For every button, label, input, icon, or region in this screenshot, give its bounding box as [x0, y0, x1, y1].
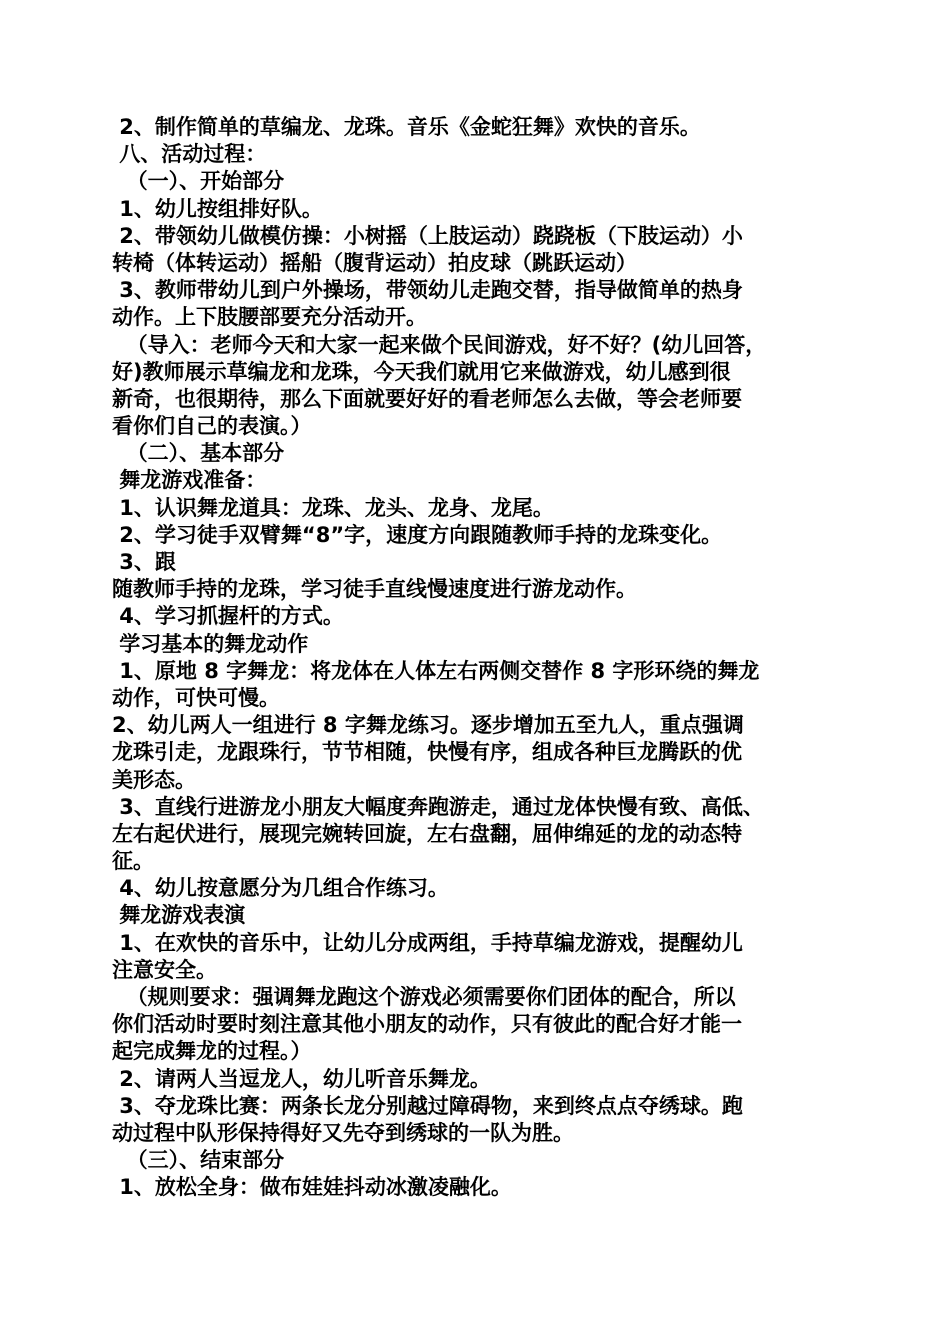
text-line: 4、学习抓握杆的方式。: [112, 604, 344, 629]
text-line: 随教师手持的龙珠，学习徒手直线慢速度进行游龙动作。: [112, 577, 637, 602]
text-line: 3、跟: [112, 550, 176, 574]
text-line: 3、直线行进游龙小朋友大幅度奔跑游走，通过龙体快慢有致、高低、: [112, 794, 764, 819]
text-line: 4、幼儿按意愿分为几组合作练习。: [112, 876, 449, 901]
text-line: 舞龙游戏表演: [112, 903, 246, 928]
text-line: 3、夺龙珠比赛：两条长龙分别越过障碍物，来到终点点夺绣球。跑: [112, 1093, 743, 1118]
text-line: 动作。上下肢腰部要充分活动开。: [112, 305, 427, 330]
text-line: 1、在欢快的音乐中，让幼儿分成两组，手持草编龙游戏，提醒幼儿: [112, 930, 743, 955]
section-heading: 八、活动过程：: [112, 142, 267, 167]
text-line: 你们活动时要时刻注意其他小朋友的动作，只有彼此的配合好才能一: [112, 1012, 742, 1037]
text-line: 左右起伏进行，展现完婉转回旋，左右盘翻，屈伸绵延的龙的动态特: [112, 821, 742, 846]
subsection-heading: （一）、开始部分: [112, 169, 285, 194]
text-line: 看你们自己的表演。）: [112, 414, 312, 439]
text-line: 3、教师带幼儿到户外操场，带领幼儿走跑交替，指导做简单的热身: [112, 278, 743, 303]
text-line: 2、请两人当逗龙人，幼儿听音乐舞龙。: [112, 1066, 491, 1091]
text-line: 注意安全。: [112, 957, 217, 982]
text-line: 动过程中队形保持得好又先夺到绣球的一队为胜。: [112, 1120, 574, 1145]
text-line: 1、幼儿按组排好队。: [112, 196, 323, 221]
text-line: 2、幼儿两人一组进行 8 字舞龙练习。逐步增加五至九人，重点强调: [112, 713, 744, 738]
document-body: [112, 114, 842, 1202]
text-line: 转椅（体转运动）摇船（腹背运动）拍皮球（跳跃运动）: [112, 250, 637, 275]
subsection-heading: （三）、结束部分: [112, 1148, 285, 1173]
text-line: 学习基本的舞龙动作: [112, 631, 309, 656]
text-line: 1、原地 8 字舞龙：将龙体在人体左右两侧交替作 8 字形环绕的舞龙: [112, 658, 760, 683]
text-line: 美形态。: [112, 767, 196, 792]
text-line: 2、带领幼儿做模仿操：小树摇（上肢运动）跷跷板（下肢运动）小: [112, 223, 743, 248]
text-line: 舞龙游戏准备：: [112, 468, 267, 493]
text-line: 新奇，也很期待，那么下面就要好好的看老师怎么去做，等会老师要: [112, 386, 742, 411]
text-line: 2、制作简单的草编龙、龙珠。音乐《金蛇狂舞》欢快的音乐。: [112, 115, 701, 139]
text-line: 龙珠引走，龙跟珠行，节节相随，快慢有序，组成各种巨龙腾跃的优: [112, 740, 742, 765]
text-line: （导入：老师今天和大家一起来做个民间游戏，好不好？(幼儿回答，: [112, 332, 767, 357]
text-line: 1、放松全身：做布娃娃抖动冰激凌融化。: [112, 1175, 512, 1200]
text-line: （规则要求：强调舞龙跑这个游戏必须需要你们团体的配合，所以: [112, 985, 736, 1009]
subsection-heading: （二）、基本部分: [112, 441, 285, 466]
text-line: 2、学习徒手双臂舞“8”字，速度方向跟随教师手持的龙珠变化。: [112, 522, 723, 547]
text-line: 动作，可快可慢。: [112, 685, 280, 710]
text-line: 1、认识舞龙道具：龙珠、龙头、龙身、龙尾。: [112, 495, 554, 520]
text-line: 起完成舞龙的过程。）: [112, 1039, 312, 1064]
text-line: 好)教师展示草编龙和龙珠，今天我们就用它来做游戏，幼儿感到很: [112, 359, 731, 384]
text-line: 征。: [112, 849, 154, 874]
